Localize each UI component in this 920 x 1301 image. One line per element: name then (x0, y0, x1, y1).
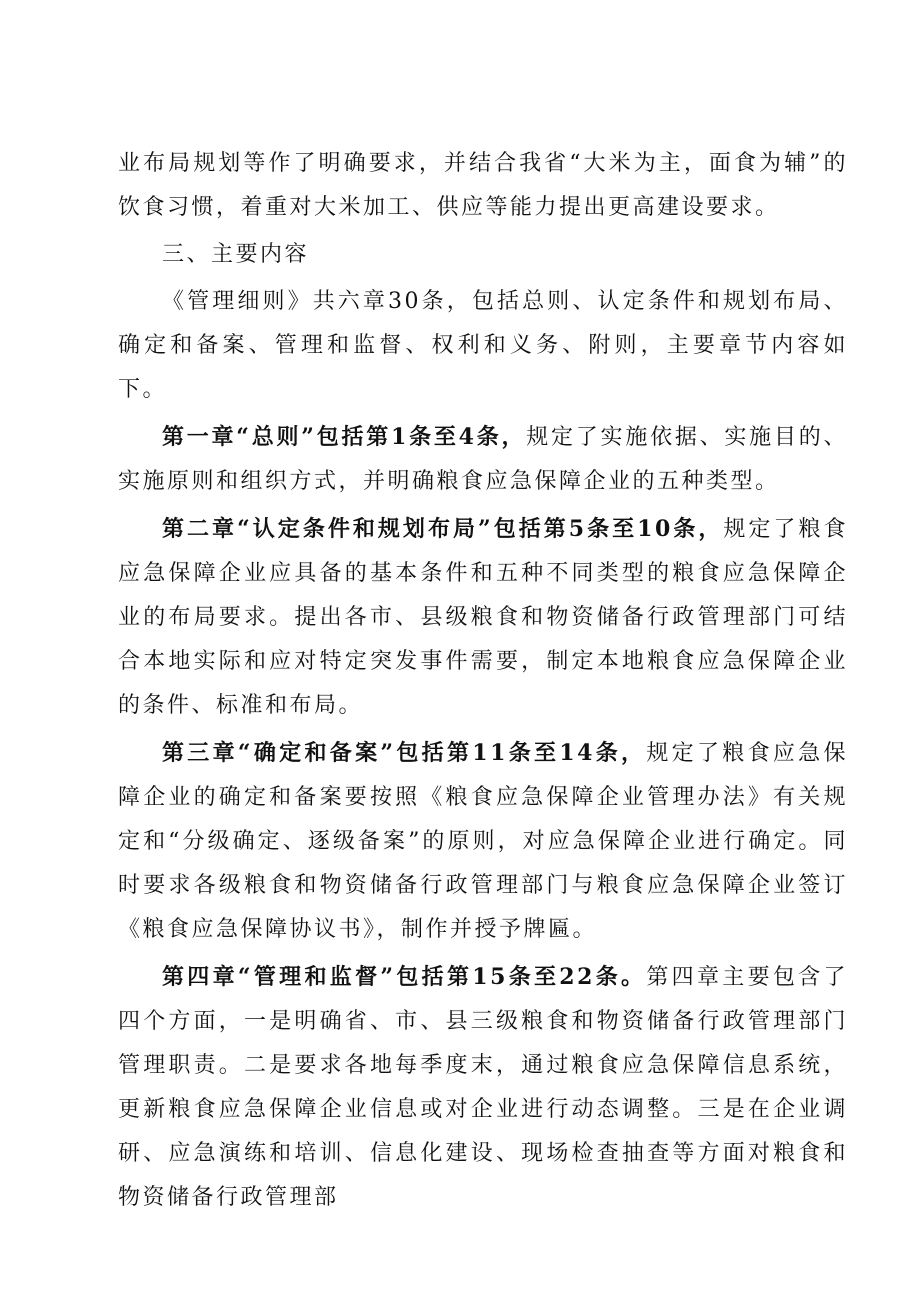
paragraph-continuation: 业布局规划等作了明确要求，并结合我省“大米为主，面食为辅”的饮食习惯，着重对大米加工、供应等能力提出更高建设要求。 (118, 151, 848, 220)
paragraph-chapter-1 (118, 415, 848, 504)
chapter-4-body: 第四章主要包含了四个方面，一是明确省、市、县三级粮食和物资储备行政管理部门管理职责。二是要求各地每季度末，通过粮食应急保障信息系统，更新粮食应急保障企业信息或对企业进行动态调整。三是在企业调研、应急演练和培训、信息化建设、现场检查抽查等方面对粮食和物资储备行政管理部 (118, 965, 848, 1210)
paragraph-chapter-4 (118, 955, 848, 1220)
chapter-1-body: 规定了实施依据、实施目的、实施原则和组织方式，并明确粮食应急保障企业的五种类型。 (118, 425, 848, 494)
section-heading-main-content: 三、主要内容 (162, 242, 310, 267)
chapter-2-body: 规定了粮食应急保障企业应具备的基本条件和五种不同类型的粮食应急保障企业的布局要求。提出各市、县级粮食和物资储备行政管理部门可结合本地实际和应对特定突发事件需要，制定本地粮食应急保障企业的条件、标准和布局。 (118, 517, 848, 718)
paragraph-chapter-3 (118, 731, 848, 952)
chapter-1-lead: 第一章“总则”包括第1条至4条， (162, 424, 527, 450)
paragraph-overview: 《管理细则》共六章30条，包括总则、认定条件和规划布局、确定和备案、管理和监督、权利和义务、附则，主要章节内容如下。 (118, 289, 848, 402)
document-body (118, 142, 848, 1220)
paragraph-chapter-2 (118, 507, 848, 728)
chapter-3-body: 规定了粮食应急保障企业的确定和备案要按照《粮食应急保障企业管理办法》有关规定和“分级确定、逐级备案”的原则，对应急保障企业进行确定。同时要求各级粮食和物资储备行政管理部门与粮食应急保障企业签订《粮食应急保障协议书》，制作并授予牌匾。 (118, 741, 848, 942)
chapter-4-lead: 第四章“管理和监督”包括第15条至22条。 (162, 964, 647, 990)
chapter-2-lead: 第二章“认定条件和规划布局”包括第5条至10条， (162, 516, 724, 542)
chapter-3-lead: 第三章“确定和备案”包括第11条至14条， (162, 740, 647, 766)
